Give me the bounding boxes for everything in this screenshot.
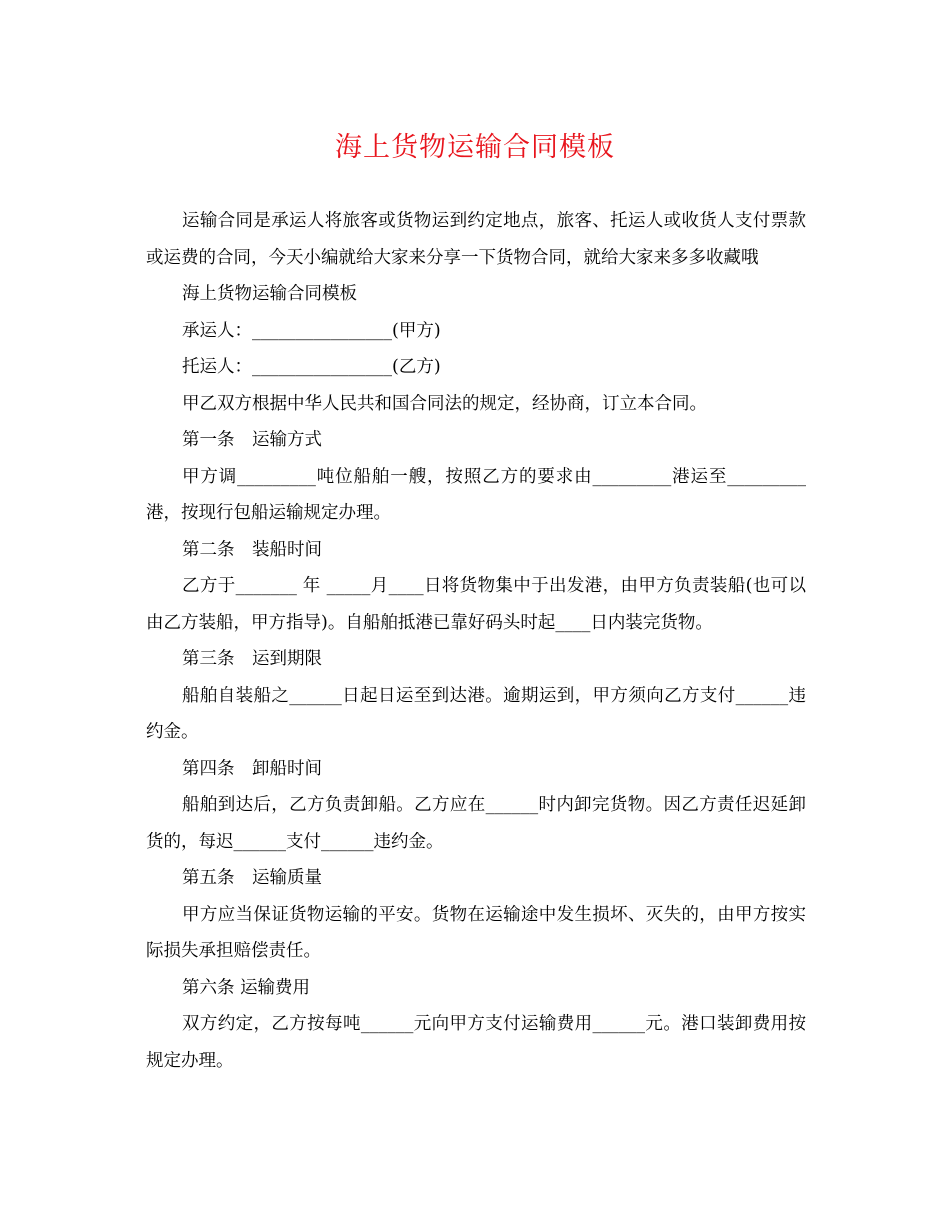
intro-paragraph: 运输合同是承运人将旅客或货物运到约定地点，旅客、托运人或收货人支付票款或运费的合同，今天小编就给大家来分享一下货物合同，就给大家来多多收藏哦 bbox=[146, 211, 806, 268]
article-3-body: 船舶自装船之______日起日运至到达港。逾期运到，甲方须向乙方支付______违约金。 bbox=[146, 685, 806, 742]
document-title: 海上货物运输合同模板 bbox=[335, 132, 615, 163]
article-3-heading: 第三条 运到期限 bbox=[182, 649, 322, 669]
carrier-line: 承运人：________________(甲方) bbox=[182, 320, 441, 341]
subtitle-paragraph: 海上货物运输合同模板 bbox=[182, 284, 357, 304]
article-4-heading: 第四条 卸船时间 bbox=[182, 758, 322, 779]
article-1-body: 甲方调_________吨位船舶一艘，按照乙方的要求由_________港运至_________港，按现行包船运输规定办理。 bbox=[146, 466, 806, 523]
article-2-heading: 第二条 装船时间 bbox=[182, 539, 322, 560]
article-5-heading: 第五条 运输质量 bbox=[182, 868, 322, 888]
article-5-body: 甲方应当保证货物运输的平安。货物在运输途中发生损坏、灭失的，由甲方按实际损失承担赔偿责任。 bbox=[146, 904, 806, 961]
agreement-paragraph: 甲乙双方根据中华人民共和国合同法的规定，经协商，订立本合同。 bbox=[182, 393, 707, 414]
document-body bbox=[146, 203, 806, 1079]
article-6-body: 双方约定，乙方按每吨______元向甲方支付运输费用______元。港口装卸费用按规定办理。 bbox=[146, 1014, 806, 1071]
article-1-heading: 第一条 运输方式 bbox=[182, 430, 322, 450]
article-6-heading: 第六条 运输费用 bbox=[182, 977, 311, 998]
shipper-line: 托运人：________________(乙方) bbox=[182, 357, 441, 377]
article-4-body: 船舶到达后，乙方负责卸船。乙方应在______时内卸完货物。因乙方责任迟延卸货的，每迟______支付______违约金。 bbox=[146, 795, 806, 852]
article-2-body: 乙方于_______ 年 _____月____日将货物集中于出发港，由甲方负责装船(也可以由乙方装船，甲方指导)。自船舶抵港已靠好码头时起____日内装完货物。 bbox=[146, 576, 806, 633]
